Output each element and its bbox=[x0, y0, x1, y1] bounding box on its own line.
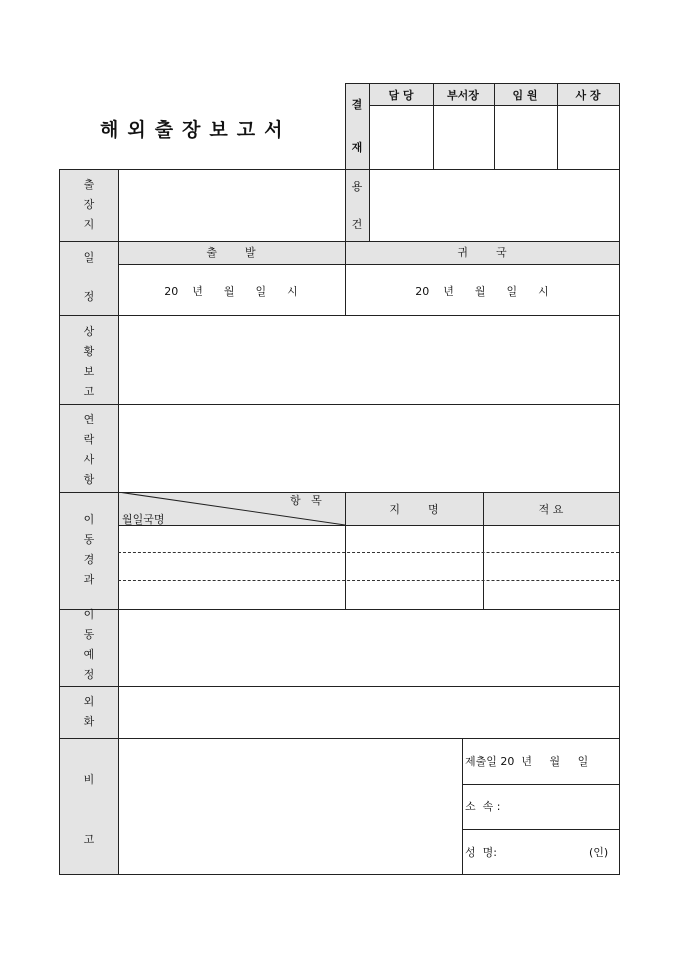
return-date-field[interactable]: 20 년 월 일 시 bbox=[415, 285, 549, 298]
remarks-field[interactable] bbox=[119, 739, 462, 874]
seal-mark: (인) bbox=[589, 846, 609, 859]
travel-plan-field[interactable] bbox=[119, 610, 619, 686]
col-place-header: 지 명 bbox=[389, 503, 439, 516]
approval-label-bg bbox=[345, 84, 369, 169]
remarks-label-2: 고 bbox=[83, 833, 95, 846]
depart-header: 출 발 bbox=[206, 246, 256, 259]
col-note-header: 적 요 bbox=[538, 503, 564, 516]
remarks-label-1: 비 bbox=[83, 773, 95, 786]
approval-role-staff: 담 당 bbox=[388, 89, 414, 102]
sign-box-staff[interactable] bbox=[370, 106, 433, 169]
diag-item-label: 항 목 bbox=[290, 494, 322, 507]
purpose-label-2: 건 bbox=[351, 218, 363, 231]
approval-label-2: 재 bbox=[351, 141, 363, 154]
page-title: 해외출장보고서 bbox=[100, 119, 292, 141]
diag-date-country-label: 월일국명 bbox=[122, 513, 165, 526]
foreign-currency-field[interactable] bbox=[119, 687, 619, 738]
depart-date-field[interactable]: 20 년 월 일 시 bbox=[164, 285, 298, 298]
submit-date-field[interactable]: 제출일 20 년 월 일 bbox=[465, 755, 589, 768]
destination-label: 출 장 지 bbox=[83, 178, 95, 231]
foreign-currency-label: 외 화 bbox=[83, 695, 95, 728]
contacts-label: 연 락 사 항 bbox=[83, 413, 95, 486]
schedule-label-1: 일 bbox=[83, 251, 95, 264]
status-report-label: 상 황 보 고 bbox=[83, 325, 95, 398]
status-report-field[interactable] bbox=[119, 316, 619, 404]
affiliation-field[interactable]: 소 속 : bbox=[465, 800, 501, 813]
name-field[interactable]: 성 명: bbox=[465, 846, 497, 859]
sign-box-executive[interactable] bbox=[495, 106, 557, 169]
purpose-field[interactable] bbox=[370, 170, 619, 241]
travel-progress-label: 이 동 경 과 bbox=[83, 513, 95, 586]
progress-place-field[interactable] bbox=[346, 526, 483, 609]
approval-role-executive: 임 원 bbox=[512, 89, 538, 102]
remarks-label-bg bbox=[60, 738, 118, 875]
schedule-header-bg bbox=[118, 241, 619, 264]
contacts-field[interactable] bbox=[119, 405, 619, 492]
approval-role-dept-head: 부서장 bbox=[447, 89, 479, 102]
progress-date-country-field[interactable] bbox=[119, 526, 345, 609]
sign-box-dept-head[interactable] bbox=[434, 106, 494, 169]
progress-note-field[interactable] bbox=[484, 526, 619, 609]
travel-plan-label: 이 동 예 정 bbox=[83, 608, 95, 681]
schedule-label-2: 정 bbox=[83, 290, 95, 303]
approval-role-president: 사 장 bbox=[575, 89, 601, 102]
destination-field[interactable] bbox=[119, 170, 345, 241]
purpose-label-1: 용 bbox=[351, 180, 363, 193]
return-header: 귀 국 bbox=[457, 246, 507, 259]
approval-label-1: 결 bbox=[351, 98, 363, 111]
sign-box-president[interactable] bbox=[558, 106, 619, 169]
